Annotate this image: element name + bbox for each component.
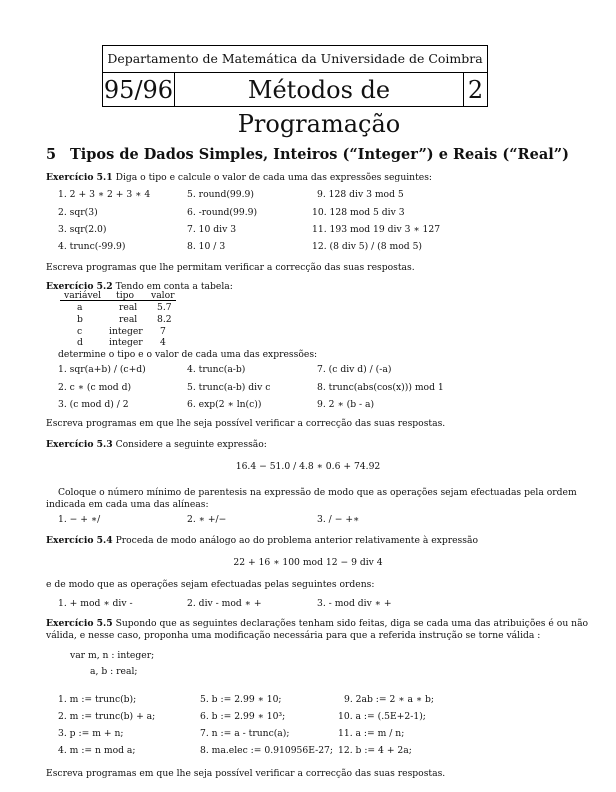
- exercise-intro: Diga o tipo e calcule o valor de cada uma das expressões seguintes:: [115, 172, 433, 183]
- department-name: Departamento de Matemática da Universidade de Coimbra: [103, 46, 487, 73]
- list-item: 3. sqr(2.0): [58, 224, 107, 235]
- list-item: 3. / − +∗: [317, 514, 360, 525]
- list-item: 2. ∗ +/−: [187, 514, 227, 525]
- list-item: 5. b := 2.99 ∗ 10;: [200, 694, 282, 705]
- list-item: 3. p := m + n;: [58, 728, 124, 739]
- exercise-label: Exercício 5.3: [46, 439, 113, 450]
- exercise-5-2-closing: Escreva programas em que lhe seja possível verificar a correcção das suas respostas.: [46, 418, 446, 429]
- list-item: 12. b := 4 + 2a;: [338, 745, 412, 756]
- exercise-label: Exercício 5.1: [46, 172, 113, 183]
- table-header-type: tipo: [116, 290, 135, 301]
- list-item: 1. − + ∗/: [58, 514, 101, 525]
- list-item: 6. b := 2.99 ∗ 10³;: [200, 711, 286, 722]
- table-cell: real: [119, 302, 138, 313]
- exercise-5-3-paragraph-line2: indicada em cada uma das alíneas:: [46, 499, 209, 510]
- exercise-5-1-closing: Escreva programas que lhe permitam verificar a correcção das suas respostas.: [46, 262, 415, 273]
- exercise-intro: Supondo que as seguintes declarações tenham sido feitas, diga se cada uma das atribuições é ou não: [115, 618, 589, 629]
- exercise-5-1-header: [46, 172, 432, 183]
- exercise-5-5-header: [46, 618, 588, 629]
- list-item: 1. 2 + 3 ∗ 2 + 3 ∗ 4: [58, 189, 151, 200]
- list-item: 3. (c mod d) / 2: [58, 399, 129, 410]
- list-item: 1. m := trunc(b);: [58, 694, 137, 705]
- exercise-5-4-after: e de modo que as operações sejam efectuadas pelas seguintes ordens:: [46, 579, 375, 590]
- list-item: 2. c ∗ (c mod d): [58, 382, 132, 393]
- table-cell: 8.2: [157, 314, 172, 325]
- exercise-label: Exercício 5.4: [46, 535, 113, 546]
- list-item: 1. + mod ∗ div -: [58, 598, 133, 609]
- table-cell: d: [77, 337, 83, 348]
- list-item: 5. round(99.9): [187, 189, 254, 200]
- table-cell: c: [77, 326, 83, 337]
- table-cell: b: [77, 314, 83, 325]
- section-title: Tipos de Dados Simples, Inteiros (“Integer”) e Reais (“Real”): [70, 146, 569, 163]
- list-item: 4. m := n mod a;: [58, 745, 136, 756]
- table-cell: a: [77, 302, 83, 313]
- list-item: 2. m := trunc(b) + a;: [58, 711, 156, 722]
- list-item: 7. (c div d) / (-a): [317, 364, 392, 375]
- list-item: 2. sqr(3): [58, 207, 98, 218]
- table-cell: integer: [109, 337, 143, 348]
- list-item: 4. trunc(-99.9): [58, 241, 126, 252]
- exercise-intro: Proceda de modo análogo ao do problema anterior relativamente à expressão: [115, 535, 478, 546]
- course-title: Métodos de Programação: [175, 73, 464, 106]
- list-item: 10. a := (.5E+2-1);: [338, 711, 426, 722]
- exercise-intro: Considere a seguinte expressão:: [115, 439, 267, 450]
- exercise-5-3-paragraph-line1: Coloque o número mínimo de parentesis na expressão de modo que as operações sejam efectuadas pela ordem: [58, 487, 577, 498]
- table-header-variable: variável: [64, 290, 102, 301]
- table-cell: 7: [160, 326, 166, 337]
- exercise-5-4-header: [46, 535, 478, 546]
- table-cell: 4: [160, 337, 166, 348]
- list-item: 4. trunc(a-b): [187, 364, 246, 375]
- table-cell: real: [119, 314, 138, 325]
- exercise-5-5-closing: Escreva programas em que lhe seja possível verificar a correcção das suas respostas.: [46, 768, 446, 779]
- list-item: 11. 193 mod 19 div 3 ∗ 127: [312, 224, 441, 235]
- list-item: 8. trunc(abs(cos(x))) mod 1: [317, 382, 444, 393]
- academic-year: 95/96: [103, 73, 175, 106]
- list-item: 6. -round(99.9): [187, 207, 258, 218]
- list-item: 6. exp(2 ∗ ln(c)): [187, 399, 262, 410]
- sheet-number: 2: [467, 76, 484, 104]
- table-cell: integer: [109, 326, 143, 337]
- exercise-label: Exercício 5.5: [46, 618, 113, 629]
- list-item: 9. 2 ∗ (b - a): [317, 399, 375, 410]
- list-item: 11. a := m / n;: [338, 728, 405, 739]
- declaration-real: a, b : real;: [90, 666, 138, 677]
- list-item: 12. (8 div 5) / (8 mod 5): [312, 241, 423, 252]
- exercise-5-2-after: determine o tipo e o valor de cada uma das expressões:: [58, 349, 318, 360]
- table-rule: [60, 300, 176, 301]
- exercise-5-3-header: [46, 439, 267, 450]
- list-item: 8. 10 / 3: [187, 241, 226, 252]
- list-item: 1. sqr(a+b) / (c+d): [58, 364, 146, 375]
- exercise-5-3-expression: 16.4 − 51.0 / 4.8 ∗ 0.6 + 74.92: [235, 461, 381, 472]
- table-header-value: valor: [151, 290, 175, 301]
- list-item: 2. div - mod ∗ +: [187, 598, 262, 609]
- list-item: 3. - mod div ∗ +: [317, 598, 392, 609]
- exercise-5-4-expression: 22 + 16 ∗ 100 mod 12 − 9 div 4: [233, 557, 383, 568]
- list-item: 5. trunc(a-b) div c: [187, 382, 271, 393]
- list-item: 8. ma.elec := 0.910956E-27;: [200, 745, 333, 756]
- exercise-label: Exercício 5.2: [46, 281, 113, 292]
- exercise-intro: Tendo em conta a tabela:: [115, 281, 233, 292]
- list-item: 9. 2ab := 2 ∗ a ∗ b;: [344, 694, 434, 705]
- table-cell: 5.7: [157, 302, 172, 313]
- list-item: 7. n := a - trunc(a);: [200, 728, 290, 739]
- exercise-5-5-intro-line2: válida, e nesse caso, proponha uma modificação necessária para que a referida instrução se torne válida :: [46, 630, 541, 641]
- list-item: 7. 10 div 3: [187, 224, 237, 235]
- list-item: 9. 128 div 3 mod 5: [317, 189, 404, 200]
- section-number: 5: [46, 146, 57, 163]
- course-header-box: [102, 45, 488, 138]
- declaration-var: var m, n : integer;: [70, 650, 155, 661]
- list-item: 10. 128 mod 5 div 3: [312, 207, 405, 218]
